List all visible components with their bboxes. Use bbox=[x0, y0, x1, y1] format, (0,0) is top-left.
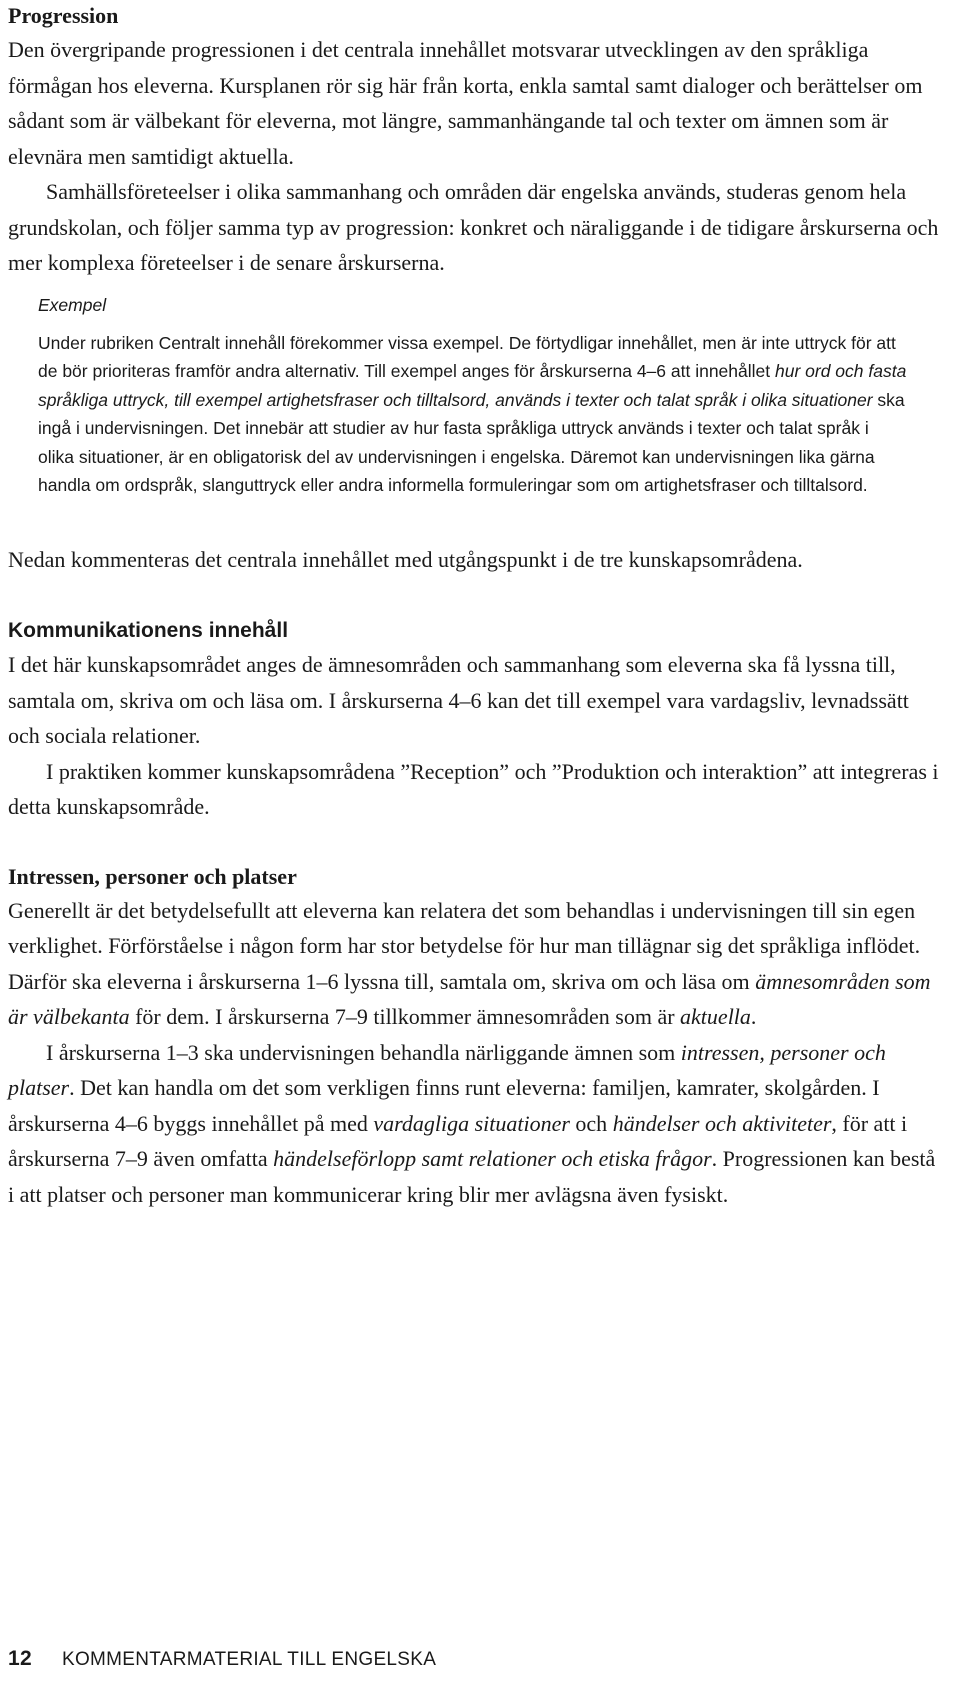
text-part: . bbox=[750, 1004, 757, 1029]
text-italic: vardagliga situationer bbox=[373, 1110, 570, 1136]
progression-heading: Progression bbox=[8, 3, 119, 28]
example-heading: Exempel bbox=[38, 294, 107, 315]
example-text bbox=[38, 329, 908, 500]
text-part: I årskurserna 1–3 ska undervisningen behandla närliggande ämnen som bbox=[46, 1039, 681, 1065]
text-part: . Det kan handla om det som verkligen finns runt eleverna: familjen, kamrater, skolgården. I årskurserna 4–6 byggs innehållet på med bbox=[8, 1075, 880, 1136]
intressen-paragraph-2 bbox=[8, 1035, 943, 1213]
intressen-paragraph-1 bbox=[8, 893, 943, 1035]
kommunikation-paragraph-2: I praktiken kommer kunskapsområdena ”Reception” och ”Produktion och interaktion” att integreras i detta kunskapsområde. bbox=[8, 758, 939, 819]
progression-paragraph-1: Den övergripande progressionen i det centrala innehållet motsvarar utvecklingen av den språkliga förmågan hos eleverna. Kursplanen rör sig här från korta, enkla samtal samt dialoger och berättelser om sådant som är välbekant för eleverna, mot längre, sammanhängande tal och texter om ämnen som är elevnära men samtidigt aktuella. bbox=[8, 37, 923, 169]
example-text-italic: hur ord och fasta språkliga uttryck, till exempel artighetsfraser och tilltalsord, används i texter och talat språk i olika situationer bbox=[38, 361, 907, 410]
text-italic: aktuella bbox=[680, 1004, 751, 1029]
footer-title: KOMMENTARMATERIAL TILL ENGELSKA bbox=[61, 1649, 437, 1670]
text-part: . Progressionen kan bestå i att platser och personer man kommunicerar kring blir mer avlägsna även fysiskt. bbox=[8, 1146, 936, 1207]
text-part: , för att i årskurserna 7–9 även omfatta bbox=[8, 1110, 908, 1171]
text-part: för dem. I årskurserna 7–9 tillkommer ämnesområden som är bbox=[129, 1004, 681, 1029]
example-box bbox=[38, 291, 908, 500]
page-footer bbox=[8, 1645, 436, 1674]
page-number: 12 bbox=[8, 1647, 32, 1670]
progression-paragraph-2: Samhällsföreteelser i olika sammanhang och områden där engelska används, studeras genom hela grundskolan, och följer samma typ av progression: konkret och näraliggande i de tidigare årskurserna och mer komplexa företeelser i de senare årskurserna. bbox=[8, 179, 939, 275]
text-part: och bbox=[569, 1110, 613, 1136]
example-text-part: ska ingå i undervisningen. Det innebär att studier av hur fasta språkliga uttryck används i texter och talat språk i olika situationer, är en obligatorisk del av undervisningen i engelska. Däremot kan undervisningen lika gärna handla om ordspråk, slanguttryck eller andra informella formuleringar som om artighetsfraser och tilltalsord. bbox=[38, 389, 905, 495]
text-part: Generellt är det betydelsefullt att eleverna kan relatera det som behandlas i undervisningen till sin egen verklighet. Förförståelse i någon form har stor betydelse för hur man tillägnar sig det språkliga inflödet. Därför ska eleverna i årskurserna 1–6 lyssna till, samtala om, skriva om och läsa om bbox=[8, 897, 921, 994]
intressen-heading: Intressen, personer och platser bbox=[8, 863, 297, 889]
text-italic: händelseförlopp samt relationer och etiska frågor bbox=[273, 1146, 712, 1171]
kommunikation-paragraph-1: I det här kunskapsområdet anges de ämnesområden och sammanhang som eleverna ska få lyssna till, samtala om, skriva om och läsa om. I årskurserna 4–6 kan det till exempel vara vardagsliv, levnadssätt och sociala relationer. bbox=[8, 652, 909, 748]
kommunikation-heading: Kommunikationens innehåll bbox=[8, 619, 289, 642]
text-italic: intressen, personer och platser bbox=[8, 1039, 886, 1100]
example-text-part: Under rubriken Centralt innehåll förekommer vissa exempel. De förtydligar innehållet, men är inte uttryck för att de bör prioriteras framför andra alternativ. Till exempel anges för årskurserna 4–6 att innehållet bbox=[38, 332, 896, 381]
intro-paragraph: Nedan kommenteras det centrala innehållet med utgångspunkt i de tre kunskapsområdena. bbox=[8, 546, 803, 572]
text-italic: ämnesområden som är välbekanta bbox=[8, 968, 931, 1029]
document-page bbox=[8, 0, 943, 1212]
text-italic: händelser och aktiviteter bbox=[612, 1110, 832, 1136]
